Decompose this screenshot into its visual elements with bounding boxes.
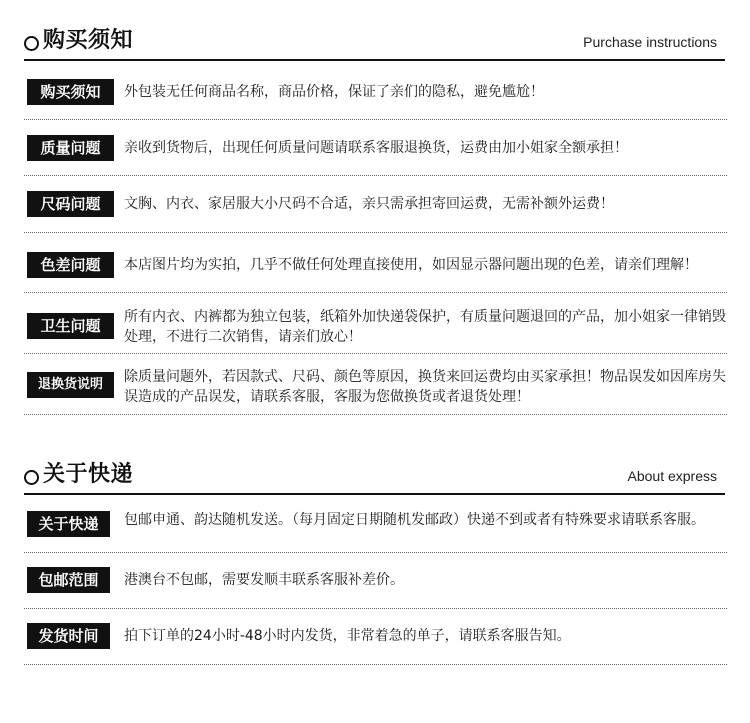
dotted-divider	[24, 414, 727, 415]
row-text: 除质量问题外，若因款式、尺码、颜色等原因，换货来回运费均由买家承担！物品误发如因库房失误造成的产品误发，请联系客服，客服为您做换货或者退货处理！	[124, 369, 726, 405]
row-text: 包邮申通、韵达随机发送。（每月固定日期随机发邮政）快递不到或者有特殊要求请联系客服。	[124, 512, 705, 528]
row-text: 本店图片均为实拍，几乎不做任何处理直接使用，如因显示器问题出现的色差，请亲们理解！	[124, 257, 698, 273]
row-label: 质量问题	[27, 135, 114, 161]
row-label: 购买须知	[27, 79, 114, 105]
row-text: 拍下订单的24小时-48小时内发货，非常着急的单子，请联系客服告知。	[124, 628, 571, 644]
circle-icon	[24, 36, 39, 51]
row-label: 色差问题	[27, 252, 114, 278]
section-header-express	[0, 460, 750, 496]
dotted-divider	[24, 664, 727, 665]
section-divider	[24, 59, 725, 61]
section-divider	[24, 493, 725, 495]
section-subtitle: Purchase instructions	[583, 34, 717, 50]
dotted-divider	[24, 608, 727, 609]
section-header-purchase	[0, 26, 750, 62]
section-title: 关于快递	[43, 462, 134, 487]
row-label: 发货时间	[27, 623, 110, 649]
row-label: 关于快递	[27, 511, 110, 537]
row-text: 亲收到货物后，出现任何质量问题请联系客服退换货，运费由加小姐家全额承担！	[124, 140, 628, 156]
dotted-divider	[24, 353, 727, 354]
dotted-divider	[24, 119, 727, 120]
dotted-divider	[24, 175, 727, 176]
row-label: 尺码问题	[27, 191, 114, 217]
row-label: 卫生问题	[27, 313, 114, 339]
row-label: 包邮范围	[27, 567, 110, 593]
row-text: 外包装无任何商品名称，商品价格，保证了亲们的隐私，避免尴尬！	[124, 84, 544, 100]
row-text: 港澳台不包邮，需要发顺丰联系客服补差价。	[124, 572, 404, 588]
row-label: 退换货说明	[27, 372, 114, 398]
section-title: 购买须知	[43, 28, 134, 53]
dotted-divider	[24, 552, 727, 553]
dotted-divider	[24, 232, 727, 233]
section-subtitle: About express	[627, 468, 717, 484]
row-text: 文胸、内衣、家居服大小尺码不合适，亲只需承担寄回运费，无需补额外运费！	[124, 196, 614, 212]
row-text: 所有内衣、内裤都为独立包装，纸箱外加快递袋保护，有质量问题退回的产品，加小姐家一律销毁处理，不进行二次销售，请亲们放心！	[124, 309, 726, 345]
circle-icon	[24, 470, 39, 485]
dotted-divider	[24, 292, 727, 293]
